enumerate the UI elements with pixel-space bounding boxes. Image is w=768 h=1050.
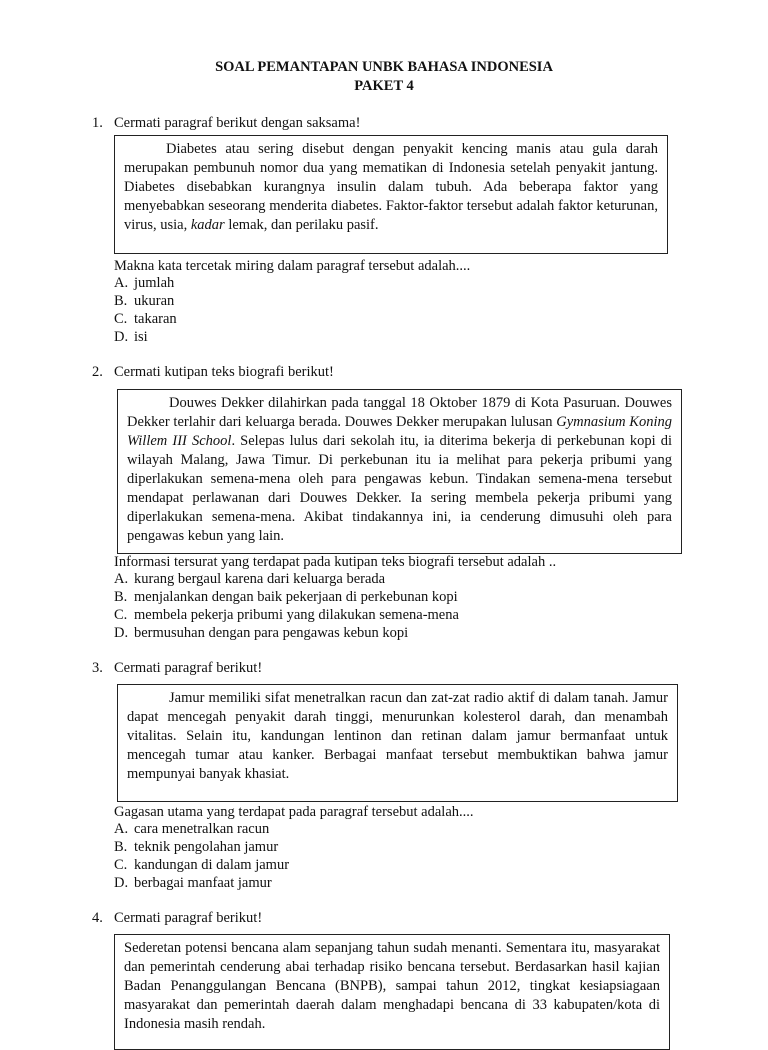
question-3-passage-box xyxy=(117,684,678,802)
question-2-header xyxy=(92,363,334,382)
question-1-header xyxy=(92,114,360,133)
question-2-stem: Informasi tersurat yang terdapat pada kutipan teks biografi tersebut adalah .. xyxy=(114,554,557,570)
option[interactable]: A. cara menetralkan racun xyxy=(114,821,270,837)
italic-word: kadar xyxy=(190,217,225,233)
question-1-passage: Diabetes atau sering disebut dengan penyakit kencing manis atau gula darah merupakan pembunuh nomor dua yang mematikan di Indonesia setelah penyakit jantung. Diabetes disebabkan kurangnya insulin dalam tubuh. Ada beberapa faktor yang menyebabkan seseorang menderita diabetes. Faktor-faktor tersebut adalah faktor keturunan, virus, usia, kadar lemak, dan perilaku pasif. xyxy=(124,141,658,233)
question-3-stem: Gagasan utama yang terdapat pada paragraf tersebut adalah.... xyxy=(114,804,474,820)
option[interactable]: B. teknik pengolahan jamur xyxy=(114,839,279,855)
option[interactable]: C. kandungan di dalam jamur xyxy=(114,857,290,873)
question-2-passage-box xyxy=(117,389,682,554)
question-3-header xyxy=(92,659,262,678)
option[interactable]: D. berbagai manfaat jamur xyxy=(114,875,272,891)
question-2-passage: Douwes Dekker dilahirkan pada tanggal 18 Oktober 1879 di Kota Pasuruan. Douwes Dekker terlahir dari keluarga berada. Douwes Dekker merupakan lulusan Gymnasium Koning Willem III School. Selepas lulus dari sekolah itu, ia diterima bekerja di perkebunan kopi di wilayah Malang, Jawa Timur. Di perkebunan itu ia melihat para pekerja pribumi yang diperlakukan semena-mena oleh para pengawas kebun. Tindakan semena-mena tersebut mendapat perlawanan dari Douwes Dekker. Ia sering membela pekerja pribumi yang diperlakukan semena-mena. Akibat tindakannya ini, ia cenderung dimusuhi oleh para pengawas kebun yang lain. xyxy=(127,395,672,544)
page-subtitle: PAKET 4 xyxy=(354,78,414,94)
question-3-passage: Jamur memiliki sifat menetralkan racun dan zat-zat radio aktif di dalam tanah. Jamur dapat mencegah penyakit darah tinggi, menurunkan kolesterol darah, dan menambah vitalitas. Selain itu, kandungan lentinon dan retinan dalam jamur bermanfaat untuk mencegah tumar atau kanker. Berbagai manfaat tersebut membuktikan bahwa jamur mempunyai banyak khasiat. xyxy=(127,690,668,782)
question-4-passage-box xyxy=(114,934,670,1050)
option[interactable]: D. bermusuhan dengan para pengawas kebun kopi xyxy=(114,625,409,641)
page-title: SOAL PEMANTAPAN UNBK BAHASA INDONESIA xyxy=(215,59,553,75)
option[interactable]: A. kurang bergaul karena dari keluarga berada xyxy=(114,571,386,587)
option[interactable]: D. isi xyxy=(114,329,148,345)
question-4-header xyxy=(92,909,262,928)
question-number: 3. xyxy=(92,660,103,676)
option[interactable]: A. jumlah xyxy=(114,275,175,291)
option[interactable]: B. menjalankan dengan baik pekerjaan di perkebunan kopi xyxy=(114,589,458,605)
question-1-options xyxy=(114,274,177,346)
question-4-passage: Sederetan potensi bencana alam sepanjang tahun sudah menanti. Sementara itu, masyarakat dan pemerintah cenderung abai terhadap risiko bencana tersebut. Berdasarkan hasil kajian Badan Penanggulangan Bencana (BNPB), sampai tahun 2012, tingkat kesiapsiagaan masyarakat dan pemerintah daerah dalam menghadapi bencana di 33 kabupaten/kota di Indonesia masih rendah. xyxy=(124,940,660,1032)
option[interactable]: C. membela pekerja pribumi yang dilakukan semena-mena xyxy=(114,607,459,623)
question-number: 1. xyxy=(92,115,103,131)
question-1-passage-box xyxy=(114,135,668,254)
option[interactable]: B. ukuran xyxy=(114,293,175,309)
question-instruction: Cermati paragraf berikut! xyxy=(114,660,263,676)
question-number: 2. xyxy=(92,364,103,380)
question-instruction: Cermati paragraf berikut! xyxy=(114,910,263,926)
italic-title: Gymnasium Koning Willem III School xyxy=(127,414,672,449)
question-number: 4. xyxy=(92,910,103,926)
question-instruction: Cermati paragraf berikut dengan saksama! xyxy=(114,115,361,131)
question-instruction: Cermati kutipan teks biografi berikut! xyxy=(114,364,334,380)
option[interactable]: C. takaran xyxy=(114,311,177,327)
question-3-options xyxy=(114,820,289,892)
question-2-options xyxy=(114,570,459,642)
question-1-stem: Makna kata tercetak miring dalam paragraf tersebut adalah.... xyxy=(114,258,471,274)
